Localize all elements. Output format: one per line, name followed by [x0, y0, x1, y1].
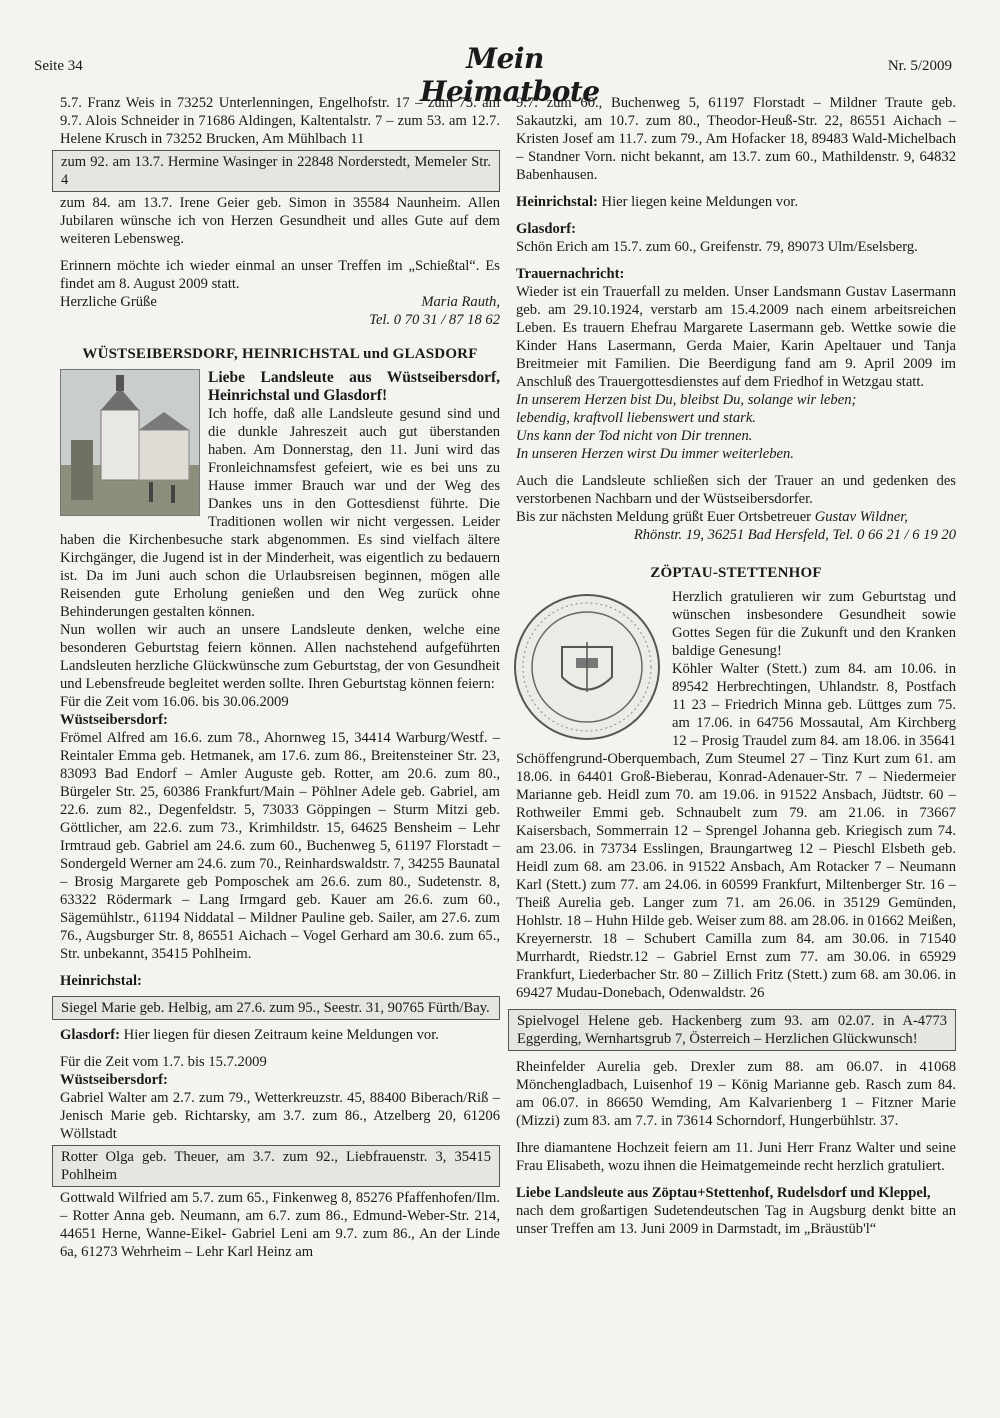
seal-emblem	[512, 592, 662, 742]
glasdorf-label: Glasdorf:	[60, 1027, 120, 1043]
zoeptau-body: Herzlich gratulieren wir zum Geburtstag und wünschen insbesondere Gesundheit sowie Gottes Segen für die Zukunft und den Kranken baldige Genesung!	[672, 589, 956, 659]
poem-line-2: lebendig, kraftvoll liebenswert und stark.	[516, 410, 756, 426]
municipal-seal	[512, 592, 662, 742]
church-photo	[60, 369, 200, 516]
birthday-list-wuest: Frömel Alfred am 16.6. zum 78., Ahornweg 15, 34414 Warburg/Westf. – Reintaler Emma geb. Hetmanek, am 17.6. zum 86., Breitensteiner Str. 23, 83093 Bad Endorf – Amler Auguste geb. Rotter, am 20.6. zum 80., Bürgeler Str. 25, 60386 Frankfurt/Main – Pöhlner Adele geb. Gabriel, am 22.6. zum 82., Degenfeldstr. 5, 73033 Göppingen – Sturm Mitzi geb. Göttlicher, am 22.6. zum 73., Krimhildstr. 15, 64625 Bensheim – Lehr Irmtraud geb. Gabriel am 24.6. zum 60., Buchenweg 5, 61197 Florstadt – Sondergeld Werner am 24.6. zum 70., Reinhardswaldstr. 7, 34255 Baunatal – Brosig Margarete geb Pomposchek am 26.6. zum 80., Sudetenstr. 8, 63322 Rödermark – Lang Irmgard geb. Kauer am 26.6. zum 60., Sägemühlstr., 61194 Niddatal – Mildner Pauline geb. Sailer, am 27.6. zum 76., Augsburger Str. 8, 86551 Aichach – Vogel Gerhard am 30.6. zum 65., Str. unbekannt, 35415 Pohlheim.	[60, 730, 500, 962]
section-title-wuestseibersdorf: WÜSTSEIBERSDORF, HEINRICHSTAL und GLASDORF	[82, 346, 478, 362]
greeting-lead: Liebe Landsleute aus Wüstseibersdorf, Heinrichstal und Glasdorf!	[208, 369, 500, 404]
closing-signoff	[516, 508, 956, 526]
heinrichstal-note	[516, 193, 956, 211]
closing-signoff-name: Gustav Wildner,	[814, 509, 908, 525]
heinrichstal-text: Hier liegen keine Meldungen vor.	[597, 194, 799, 210]
section-title-zoeptau: ZÖPTAU-STETTENHOF	[650, 565, 822, 581]
birthday-list-wuest-3: Gottwald Wilfried am 5.7. zum 65., Finkenweg 8, 85276 Pfaffenhofen/Ilm. – Rotter Anna geb. Neumann, am 6.7. zum 86., Edmund-Weber-Str. 214, 44651 Herne, Wanne-Eikel- Gabriel Leni am 9.7. zum 86., An der Linde 6a, 61273 Wehrheim – Lehr Karl Heinz am	[60, 1190, 500, 1260]
body-paragraph-2: Nun wollen wir auch an unsere Landsleute denken, welche eine besonderen Geburtstag feiern können. Allen nachstehend aufgeführten Landsleuten herzliche Glückwünsche zum Geburtstag, der von Gesundheit und Lebensfreude begleitet werden sollte. Ihren Geburtstag können feiern:	[60, 622, 500, 692]
highlight-box-siegel: Siegel Marie geb. Helbig, am 27.6. zum 95., Seestr. 31, 90765 Fürth/Bay.	[52, 996, 500, 1020]
page-number: Seite 34	[34, 58, 83, 74]
final-greeting-heading: Liebe Landsleute aus Zöptau+Stettenhof, Rudelsdorf und Kleppel,	[516, 1185, 931, 1201]
glasdorf-note	[60, 1026, 500, 1044]
obituary-text: Wieder ist ein Trauerfall zu melden. Unser Landsmann Gustav Lasermann geb. am 29.10.1924, verstarb am 15.4.2009 nach einem arbeitsreichen Leben. Es trauern Ehefrau Margarete Lasermann geb. Wettke sowie die Kinder Hans Lasermann, Gerda Maier, Karin Apeltauer und Tanja Breitmeier mit Familien. Die Beerdigung fand am 9. April 2009 im Anschluß des Trauergottesdienstes auf dem Friedhof in Wetzgau statt.	[516, 284, 956, 390]
obituary-heading: Trauernachricht:	[516, 266, 625, 282]
meeting-reminder: Erinnern möchte ich wieder einmal an unser Treffen im „Schießtal“. Es findet am 8. August 2009 statt.	[60, 258, 500, 292]
period-1: Für die Zeit vom 16.06. bis 30.06.2009	[60, 694, 289, 710]
glasdorf-entry: Schön Erich am 15.7. zum 60., Greifenstr. 79, 89073 Ulm/Eselsberg.	[516, 239, 918, 255]
closing-signoff-text: Bis zur nächsten Meldung grüßt Euer Ortsbetreuer	[516, 509, 812, 525]
highlight-box-spielvogel: Spielvogel Helene geb. Hackenberg zum 93. am 02.07. in A-4773 Eggerding, Wernhartsgrub 7, Österreich – Herzlichen Glückwunsch!	[508, 1009, 956, 1051]
final-greeting-text: nach dem großartigen Sudetendeutschen Tag in Augsburg denkt bitte an unser Treffen am 13. Juni 2009 in Darmstadt, im „Bräustüb'l“	[516, 1203, 956, 1237]
heinrichstal-label: Heinrichstal:	[516, 194, 598, 210]
period-2: Für die Zeit vom 1.7. bis 15.7.2009	[60, 1054, 267, 1070]
intro-paragraph: 5.7. Franz Weis in 73252 Unterlenningen, Engelhofstr. 17 – zum 75. am 9.7. Alois Schneider in 71686 Aldingen, Kaltentalstr. 7 – zum 53. am 12.7. Helene Krusch in 73252 Brucken, Am Mühlbach 11	[60, 95, 500, 147]
glasdorf-heading: Glasdorf:	[516, 221, 576, 237]
highlight-box-rotter: Rotter Olga geb. Theuer, am 3.7. zum 92., Liebfrauenstr. 3, 35415 Pohlheim	[52, 1145, 500, 1187]
subheading-wuestseibersdorf: Wüstseibersdorf:	[60, 712, 168, 728]
left-column	[60, 94, 500, 1261]
subheading-heinrichstal: Heinrichstal:	[60, 973, 142, 989]
continued-list: 9.7. zum 60., Buchenweg 5, 61197 Florstadt – Mildner Traute geb. Sakautzki, am 10.7. zum 80., Theodor-Heuß-Str. 22, 86551 Aichach – Kristen Josef am 11.7. zum 79., Am Hofacker 18, 89483 Wald-Michelbach – Standner Vorn. nicht bekannt, am 13.7. zum 60., Mathildenstr. 9, 64832 Babenhausen.	[516, 95, 956, 183]
issue-number: Nr. 5/2009	[887, 58, 952, 74]
greeting: Herzliche Grüße	[60, 294, 157, 310]
signer-name: Maria Rauth,	[421, 294, 500, 310]
signer-phone: Tel. 0 70 31 / 87 18 62	[369, 312, 500, 328]
closing-paragraph: Auch die Landsleute schließen sich der Trauer an und gedenken des verstorbenen Nachbarn und der Wüstseibersdorfer.	[516, 473, 956, 507]
right-column	[516, 94, 956, 1238]
poem-line-3: Uns kann der Tod nicht von Dir trennen.	[516, 428, 753, 444]
closing-address: Rhönstr. 19, 36251 Bad Hersfeld, Tel. 0 66 21 / 6 19 20	[633, 527, 956, 543]
church-illustration	[61, 370, 199, 515]
body-paragraph-1: Ich hoffe, daß alle Landsleute gesund sind und die dunkle Jahreszeit auch gut überstanden haben. Am Donnerstag, den 11. Juni wird das Fronleichnamsfest gefeiert, wie es bei uns zu Hause immer Brauch war und der Weg des Dankes uns in den Gottesdienst führte. Die Traditionen wollen wir nicht vergessen. Leider haben die Kirchenbesuche stark abgenommen. Es sind vielfach ältere Kirchgänger, die Jugend ist in der Minderheit, was eigentlich zu bedauern ist. Da im Juni auch schon die Urlaubsreisen beginnen, mögen alle Reisenden gute Erholung genießen und den Weg zurück ohne Behinderungen gestalten können.	[60, 406, 500, 620]
subheading-wuestseibersdorf-2: Wüstseibersdorf:	[60, 1072, 168, 1088]
zoeptau-birthday-list-2: Rheinfelder Aurelia geb. Drexler zum 88. am 06.07. in 41068 Mönchengladbach, Luisenhof 19 – König Marianne geb. Rasch zum 84. am 06.07. in 86650 Wemding, Am Kalvarienberg 1 – Fitzner Marie (Mizzi) zum 83. am 7.7. in 73614 Schorndorf, Hungerbühlstr. 37.	[516, 1059, 956, 1129]
highlight-box-wasinger: zum 92. am 13.7. Hermine Wasinger in 22848 Norderstedt, Memeler Str. 4	[52, 150, 500, 192]
jubilee-wishes: zum 84. am 13.7. Irene Geier geb. Simon in 35584 Naunheim. Allen Jubilaren wünsche ich von Herzen Gesundheit und alles Gute auf dem weiteren Lebensweg.	[60, 195, 500, 247]
birthday-list-wuest-2: Gabriel Walter am 2.7. zum 79., Wetterkreuzstr. 45, 88400 Biberach/Riß – Jenisch Marie geb. Richtarsky, am 3.7. zum 86., Atzelberg 20, 61206 Wöllstadt	[60, 1090, 500, 1142]
poem-line-1: In unserem Herzen bist Du, bleibst Du, solange wir leben;	[516, 392, 857, 408]
poem-line-4: In unseren Herzen wirst Du immer weiterleben.	[516, 446, 794, 462]
zoeptau-birthday-list: Köhler Walter (Stett.) zum 84. am 10.06. in 89542 Herbrechtingen, Uhlandstr. 8, Postfach 11 23 – Friedrich Minna geb. Lüttges zum 75. am 17.06. in 64756 Mossautal, Am Kirchberg 12 – Prosig Traudel zum 84. am 18.06. in 35641 Schöffengrund-Oberquembach, Zum Steumel 27 – Tinz Kurt zum 61. am 18.06. in 64401 Groß-Bieberau, Konrad-Adenauer-Str. 7 – Niedermeier Marianne geb. Heidl zum 70. am 19.06. in 91522 Ansbach, Jüdtstr. 60 – Rothweiler Emmi geb. Schnaubelt zum 79. am 21.06. in 73667 Kaisersbach, Sommerrain 12 – Sprengel Johanna geb. Kriegisch zum 74. am 23.06. in 73734 Esslingen, Braungartweg 12 – Pieschl Elsbeth geb. Heidl zum 68. am 23.06. in 91522 Ansbach, Am Rotacker 7 – Neumann Karl (Stett.) zum 77. am 24.06. in 60599 Frankfurt, Miltenberger Str. 16 – Theiß Aurelia geb. Langer zum 71. am 26.06. in 35129 Gemünden, Hohlstr. 18 – Huhn Hilde geb. Weiser zum 88. am 28.06. in 01662 Meißen, Kreyernerstr. 18 – Schubert Camilla zum 84. am 30.06. in 71540 Murrhardt, Riedstr.12 – Gabriel Ernst zum 77. am 30.06. in 65929 Frankfurt, Liederbacher Str. 80 – Zillich Fritz (Stett.) zum 68. am 30.06. in 69427 Mudau-Donebach, Odenwaldstr. 26	[516, 661, 956, 1001]
glasdorf-text: Hier liegen für diesen Zeitraum keine Meldungen vor.	[120, 1027, 439, 1043]
greeting-line	[60, 293, 500, 311]
diamond-wedding-note: Ihre diamantene Hochzeit feiern am 11. Juni Herr Franz Walter und seine Frau Elisabeth, wozu ihnen die Heimatgemeinde recht herzlich gratuliert.	[516, 1140, 956, 1174]
masthead-logo: Mein Heimatbote	[420, 42, 600, 108]
